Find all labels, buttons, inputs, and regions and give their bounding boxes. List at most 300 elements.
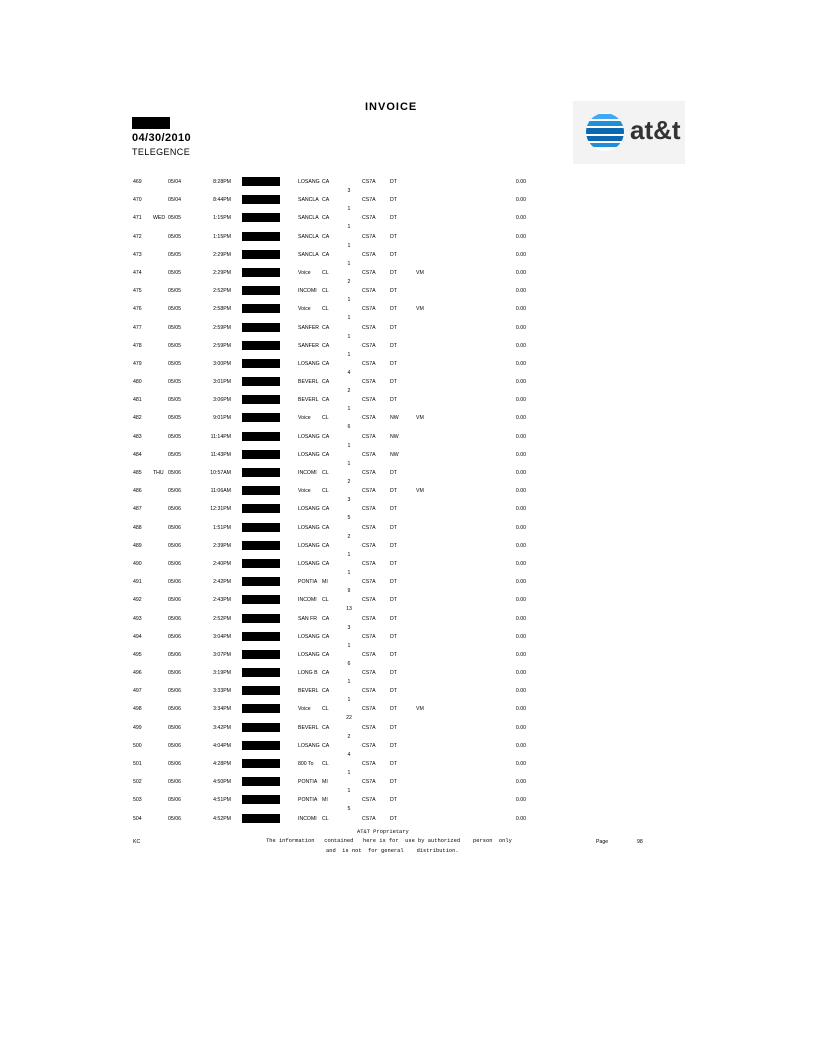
cell-amt: 0.00 [515, 342, 526, 349]
cell-st: CL [322, 306, 329, 313]
cell-time: 1:51PM [213, 524, 231, 531]
cell-time: 3:33PM [213, 688, 231, 695]
cell-st: CA [322, 670, 330, 677]
table-row [0, 776, 816, 794]
table-row [0, 449, 816, 467]
redacted-number [242, 195, 280, 204]
cell-place: BEVERL [298, 724, 319, 731]
redacted-number [242, 450, 280, 459]
cell-seq: 475 [133, 288, 142, 295]
cell-rate: CS7A [362, 415, 376, 422]
cell-seq: 470 [133, 197, 142, 204]
cell-seq: 496 [133, 670, 142, 677]
cell-date: 05/04 [168, 179, 181, 185]
cell-rate: CS7A [362, 251, 376, 258]
proprietary-label: AT&T Proprietary [357, 829, 409, 835]
cell-st: CA [322, 633, 330, 640]
cell-st: CL [322, 815, 329, 822]
cell-time: 4:04PM [213, 742, 231, 749]
cell-plan: DT [390, 179, 397, 185]
table-row [0, 467, 816, 485]
cell-place: INCOMI [298, 470, 317, 476]
cell-time: 1:15PM [213, 233, 231, 240]
cell-rate: CS7A [362, 742, 376, 749]
cell-rate: CS7A [362, 761, 376, 767]
cell-plan: NW [390, 451, 399, 458]
cell-place: BEVERL [298, 397, 319, 404]
cell-seq: 469 [133, 179, 142, 185]
cell-rate: CS7A [362, 397, 376, 404]
cell-amt: 0.00 [515, 397, 526, 404]
cell-date: 05/05 [168, 342, 181, 349]
cell-seq: 472 [133, 233, 142, 240]
cell-mins: 1 [347, 206, 351, 213]
cell-plan: DT [390, 688, 397, 695]
cell-time: 3:34PM [213, 706, 231, 713]
redacted-number [242, 559, 280, 568]
page-title: INVOICE [365, 101, 418, 113]
cell-time: 3:00PM [213, 360, 231, 367]
table-row [0, 231, 816, 249]
cell-amt: 0.00 [515, 615, 526, 622]
redacted-number [242, 468, 280, 477]
cell-place: LOSANG [298, 451, 320, 458]
redacted-number [242, 668, 280, 677]
cell-mins: 1 [347, 788, 351, 795]
cell-amt: 0.00 [515, 761, 526, 767]
cell-place: LOSANG [298, 742, 320, 749]
cell-time: 4:51PM [213, 797, 231, 804]
cell-place: SANCLA [298, 251, 319, 258]
cell-rate: CS7A [362, 815, 376, 822]
cell-time: 8:28PM [213, 179, 231, 185]
cell-plan: DT [390, 233, 397, 240]
cell-rate: CS7A [362, 506, 376, 513]
cell-plan: DT [390, 797, 397, 804]
cell-mins: 2 [347, 533, 351, 540]
redacted-number [242, 814, 280, 823]
redacted-number [242, 304, 280, 313]
cell-place: SANFER [298, 324, 320, 331]
cell-mins: 2 [347, 278, 351, 285]
redacted-number [242, 595, 280, 604]
cell-place: Voice [298, 415, 311, 422]
cell-mins: 1 [347, 406, 351, 413]
cell-date: 05/05 [168, 415, 181, 422]
cell-seq: 479 [133, 360, 142, 367]
cell-time: 2:40PM [213, 560, 231, 567]
cell-date: 05/05 [168, 360, 181, 367]
cell-place: PONTIA [298, 797, 318, 804]
redacted-number [242, 250, 280, 259]
cell-time: 11:14PM [210, 433, 231, 440]
cell-date: 05/06 [168, 688, 181, 695]
redacted-number [242, 650, 280, 659]
cell-time: 2:29PM [213, 269, 231, 276]
cell-amt: 0.00 [515, 197, 526, 204]
cell-time: 3:07PM [213, 651, 231, 658]
cell-amt: 0.00 [515, 451, 526, 458]
cell-plan: DT [390, 724, 397, 731]
cell-plan: DT [390, 779, 397, 786]
cell-date: 05/04 [168, 197, 181, 204]
cell-seq: 492 [133, 597, 142, 604]
cell-seq: 474 [133, 269, 142, 276]
table-row [0, 412, 816, 430]
cell-seq: 478 [133, 342, 142, 349]
cell-mins: 1 [347, 260, 351, 267]
cell-time: 2:52PM [213, 615, 231, 622]
cell-place: LOSANG [298, 506, 320, 513]
cell-rate: CS7A [362, 215, 376, 222]
cell-place: LOSANG [298, 360, 320, 367]
cell-amt: 0.00 [515, 306, 526, 313]
cell-rate: CS7A [362, 233, 376, 240]
redacted-number [242, 614, 280, 623]
cell-mins: 1 [347, 442, 351, 449]
cell-plan: DT [390, 397, 397, 404]
cell-rate: CS7A [362, 779, 376, 786]
cell-mins: 1 [347, 315, 351, 322]
cell-amt: 0.00 [515, 797, 526, 804]
cell-st: MI [322, 579, 328, 586]
cell-seq: 491 [133, 579, 142, 586]
table-row [0, 503, 816, 521]
cell-time: 4:52PM [213, 815, 231, 822]
cell-mins: 22 [346, 715, 352, 722]
cell-amt: 0.00 [515, 360, 526, 367]
cell-amt: 0.00 [515, 288, 526, 295]
cell-mins: 6 [347, 424, 351, 431]
cell-date: 05/05 [168, 288, 181, 295]
cell-plan: DT [390, 197, 397, 204]
cell-date: 05/05 [168, 251, 181, 258]
cell-time: 1:15PM [213, 215, 231, 222]
cell-date: 05/06 [168, 579, 181, 586]
att-logo [573, 101, 685, 164]
cell-st: CA [322, 742, 330, 749]
cell-mins: 13 [346, 606, 352, 613]
table-row [0, 740, 816, 758]
cell-plan: DT [390, 470, 397, 476]
redacted-number [242, 686, 280, 695]
page-label: Page [596, 839, 609, 845]
cell-seq: 495 [133, 651, 142, 658]
cell-seq: 493 [133, 615, 142, 622]
redacted-number [242, 177, 280, 186]
cell-seq: 490 [133, 560, 142, 567]
cell-st: CL [322, 470, 329, 476]
cell-rate: CS7A [362, 797, 376, 804]
cell-date: 05/05 [168, 397, 181, 404]
cell-amt: 0.00 [515, 524, 526, 531]
cell-day: WED [153, 215, 166, 222]
cell-plan: DT [390, 706, 397, 713]
cell-plan: DT [390, 761, 397, 767]
cell-date: 05/06 [168, 560, 181, 567]
cell-rate: CS7A [362, 724, 376, 731]
cell-rate: CS7A [362, 433, 376, 440]
cell-amt: 0.00 [515, 488, 526, 495]
cell-st: CA [322, 360, 330, 367]
cell-plan: DT [390, 269, 397, 276]
cell-plan: DT [390, 342, 397, 349]
table-row [0, 667, 816, 685]
footer-notice-line1: The information contained here is for use by authorized person only [266, 838, 512, 844]
table-row [0, 558, 816, 576]
cell-mins: 6 [347, 660, 351, 667]
cell-amt: 0.00 [515, 688, 526, 695]
cell-st: CA [322, 524, 330, 531]
cell-plan: DT [390, 742, 397, 749]
cell-place: SANCLA [298, 233, 319, 240]
cell-st: MI [322, 779, 328, 786]
cell-mins: 2 [347, 479, 351, 485]
cell-rate: CS7A [362, 633, 376, 640]
cell-place: LOSANG [298, 651, 320, 658]
redacted-number [242, 759, 280, 768]
cell-time: 3:42PM [213, 724, 231, 731]
cell-feat: VM [416, 415, 424, 422]
cell-seq: 502 [133, 779, 142, 786]
cell-plan: DT [390, 579, 397, 586]
table-row [0, 431, 816, 449]
cell-seq: 487 [133, 506, 142, 513]
cell-st: CA [322, 451, 330, 458]
cell-date: 05/06 [168, 633, 181, 640]
cell-seq: 481 [133, 397, 142, 404]
cell-place: INCOMI [298, 597, 317, 604]
cell-st: CL [322, 761, 329, 767]
cell-amt: 0.00 [515, 779, 526, 786]
att-globe-icon [585, 112, 625, 152]
cell-plan: DT [390, 506, 397, 513]
table-row [0, 594, 816, 612]
cell-time: 4:50PM [213, 779, 231, 786]
table-row [0, 649, 816, 667]
cell-rate: CS7A [362, 324, 376, 331]
redaction-bar [132, 117, 170, 129]
cell-place: LOSANG [298, 524, 320, 531]
cell-amt: 0.00 [515, 179, 526, 185]
cell-rate: CS7A [362, 379, 376, 386]
cell-seq: 494 [133, 633, 142, 640]
cell-place: SANFER [298, 342, 320, 349]
cell-place: LONG B [298, 670, 318, 677]
cell-mins: 1 [347, 242, 351, 249]
cell-time: 2:43PM [213, 597, 231, 604]
cell-mins: 1 [347, 642, 351, 649]
cell-seq: 504 [133, 815, 142, 822]
cell-rate: CS7A [362, 488, 376, 495]
cell-mins: 3 [347, 497, 351, 504]
cell-place: LOSANG [298, 633, 320, 640]
cell-st: CL [322, 415, 329, 422]
cell-seq: 501 [133, 761, 142, 767]
cell-seq: 484 [133, 451, 142, 458]
table-row [0, 576, 816, 594]
cell-seq: 473 [133, 251, 142, 258]
cell-time: 3:01PM [213, 379, 231, 386]
cell-seq: 477 [133, 324, 142, 331]
cell-date: 05/06 [168, 597, 181, 604]
cell-amt: 0.00 [515, 251, 526, 258]
cell-place: LOSANG [298, 433, 320, 440]
redacted-number [242, 577, 280, 586]
call-detail-table [0, 176, 816, 831]
page-number: 98 [637, 839, 643, 845]
cell-seq: 500 [133, 742, 142, 749]
cell-seq: 489 [133, 542, 142, 549]
table-row [0, 485, 816, 503]
cell-rate: CS7A [362, 342, 376, 349]
cell-date: 05/05 [168, 379, 181, 386]
cell-amt: 0.00 [515, 560, 526, 567]
cell-rate: CS7A [362, 579, 376, 586]
redacted-number [242, 523, 280, 532]
table-row [0, 703, 816, 721]
cell-rate: CS7A [362, 306, 376, 313]
cell-amt: 0.00 [515, 670, 526, 677]
cell-place: SANCLA [298, 215, 319, 222]
redacted-number [242, 213, 280, 222]
company-name: TELEGENCE [132, 147, 191, 157]
cell-plan: DT [390, 324, 397, 331]
cell-place: Voice [298, 706, 311, 713]
table-row [0, 340, 816, 358]
cell-time: 2:42PM [213, 579, 231, 586]
cell-amt: 0.00 [515, 470, 526, 476]
cell-rate: CS7A [362, 470, 376, 476]
cell-time: 2:39PM [213, 542, 231, 549]
cell-amt: 0.00 [515, 742, 526, 749]
cell-mins: 1 [347, 569, 351, 576]
cell-plan: DT [390, 251, 397, 258]
cell-time: 11:06AM [210, 488, 231, 495]
cell-st: CA [322, 342, 330, 349]
cell-st: CA [322, 397, 330, 404]
cell-plan: DT [390, 670, 397, 677]
table-row [0, 758, 816, 776]
cell-seq: 483 [133, 433, 142, 440]
cell-mins: 2 [347, 733, 351, 740]
cell-rate: CS7A [362, 651, 376, 658]
redacted-number [242, 723, 280, 732]
redacted-number [242, 777, 280, 786]
cell-date: 05/05 [168, 324, 181, 331]
cell-date: 05/06 [168, 506, 181, 513]
cell-time: 2:59PM [213, 342, 231, 349]
cell-plan: DT [390, 633, 397, 640]
cell-rate: CS7A [362, 670, 376, 677]
cell-plan: DT [390, 379, 397, 386]
cell-amt: 0.00 [515, 542, 526, 549]
cell-amt: 0.00 [515, 215, 526, 222]
table-row [0, 285, 816, 303]
cell-date: 05/05 [168, 233, 181, 240]
cell-day: THU [153, 470, 164, 476]
cell-amt: 0.00 [515, 633, 526, 640]
cell-date: 05/06 [168, 488, 181, 495]
cell-mins: 1 [347, 333, 351, 340]
invoice-date: 04/30/2010 [132, 132, 192, 144]
cell-plan: DT [390, 306, 397, 313]
cell-place: BEVERL [298, 379, 319, 386]
cell-place: LOSANG [298, 542, 320, 549]
table-row [0, 322, 816, 340]
cell-rate: CS7A [362, 451, 376, 458]
cell-st: CA [322, 542, 330, 549]
cell-amt: 0.00 [515, 579, 526, 586]
redacted-number [242, 486, 280, 495]
redacted-number [242, 268, 280, 277]
cell-seq: 476 [133, 306, 142, 313]
cell-amt: 0.00 [515, 415, 526, 422]
redacted-number [242, 795, 280, 804]
cell-mins: 1 [347, 679, 351, 686]
cell-rate: CS7A [362, 269, 376, 276]
cell-st: CA [322, 724, 330, 731]
cell-rate: CS7A [362, 706, 376, 713]
cell-time: 3:04PM [213, 633, 231, 640]
cell-rate: CS7A [362, 179, 376, 185]
cell-rate: CS7A [362, 360, 376, 367]
cell-plan: DT [390, 560, 397, 567]
redacted-number [242, 395, 280, 404]
cell-rate: CS7A [362, 524, 376, 531]
cell-st: CL [322, 488, 329, 495]
cell-place: PONTIA [298, 779, 318, 786]
cell-feat: VM [416, 488, 424, 495]
cell-feat: VM [416, 706, 424, 713]
cell-mins: 1 [347, 770, 351, 776]
cell-date: 05/05 [168, 215, 181, 222]
cell-seq: 497 [133, 688, 142, 695]
cell-plan: DT [390, 288, 397, 295]
cell-date: 05/06 [168, 651, 181, 658]
cell-mins: 5 [347, 806, 351, 813]
cell-rate: CS7A [362, 542, 376, 549]
table-row [0, 540, 816, 558]
redacted-number [242, 341, 280, 350]
table-row [0, 613, 816, 631]
cell-rate: CS7A [362, 597, 376, 604]
redacted-number [242, 377, 280, 386]
cell-mins: 1 [347, 697, 351, 704]
cell-place: 800 To [298, 761, 314, 767]
cell-mins: 1 [347, 551, 351, 558]
cell-st: CA [322, 233, 330, 240]
cell-st: CL [322, 706, 329, 713]
cell-feat: VM [416, 306, 424, 313]
cell-time: 2:58PM [213, 306, 231, 313]
redacted-number [242, 232, 280, 241]
cell-date: 05/06 [168, 706, 181, 713]
cell-amt: 0.00 [515, 724, 526, 731]
cell-plan: DT [390, 542, 397, 549]
cell-amt: 0.00 [515, 269, 526, 276]
cell-plan: DT [390, 615, 397, 622]
cell-time: 4:28PM [213, 761, 231, 767]
cell-place: SAN FR [298, 615, 318, 622]
cell-place: LOSANG [298, 560, 320, 567]
cell-amt: 0.00 [515, 233, 526, 240]
cell-st: CA [322, 215, 330, 222]
cell-amt: 0.00 [515, 379, 526, 386]
cell-seq: 480 [133, 379, 142, 386]
cell-seq: 471 [133, 215, 142, 222]
footer-code: KC [133, 839, 141, 845]
